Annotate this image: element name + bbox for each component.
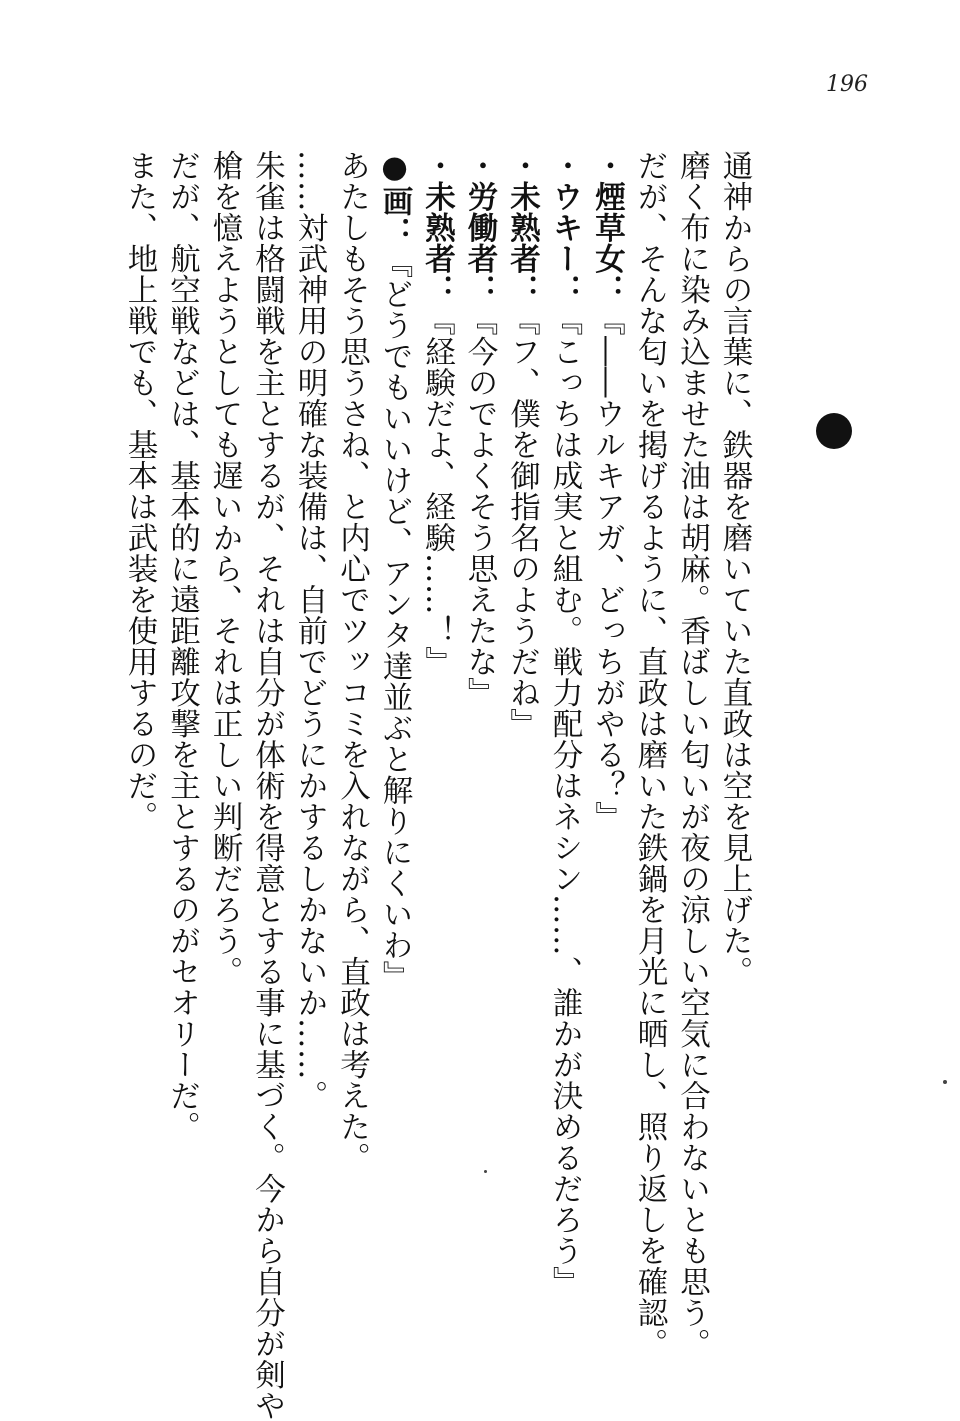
dialogue-text: 『フ、僕を御指名のようだね』 [504,305,540,739]
speaker-name: 画 [377,185,412,217]
text-line: だが、そんな匂いを掲げるように、直政は磨いた鉄鍋を月光に晒し、照り返しを確認。 [632,150,667,1359]
speaker-separator: ： [462,274,497,305]
bullet-mark: ・ [589,150,625,181]
body-text [118,150,756,1421]
dialogue-line [543,150,586,1360]
dialogue-line [585,150,628,1360]
bullet-mark: ・ [504,150,540,181]
bullet-mark: ・ [419,150,455,181]
speaker-separator: ： [589,274,625,305]
dialogue-line [415,150,458,1360]
dialogue-text: 『――ウルキアガ、どっちがやる？』 [589,305,625,832]
dialogue-text: 『今のでよくそう思えたな』 [462,305,497,708]
dialogue-line [458,150,501,1360]
speaker-name: 煙草女 [589,181,625,274]
text-line: 通神からの言葉に、鉄器を磨いていた直政は空を見上げた。 [717,150,752,987]
speaker-separator: ： [547,274,582,305]
bullet-mark: ● [377,150,412,186]
text-line: あたしもそう思うさね、と内心でツッコミを入れながら、直政は考えた。 [334,150,370,1173]
dialogue-text: 『経験だよ、経験……！』 [419,305,455,677]
text-line: ……対武神用の明確な装備は、自前でどうにかするしかないか……。 [292,150,327,1111]
speaker-separator: ： [504,274,540,305]
text-line: 槍を憶えようとしても遅いから、それは正しい判断だろう。 [207,150,242,987]
speaker-name: 未熟者 [504,181,540,274]
text-line: 朱雀は格闘戦を主とするが、それは自分が体術を得意とする事に基づく。今から自分が剣や [249,150,285,1421]
text-line: だが、航空戦などは、基本的に遠距離攻撃を主とするのがセオリーだ。 [164,150,200,1142]
dialogue-line [373,150,416,1360]
speaker-separator: ： [419,274,455,305]
page-number: 196 [826,72,868,97]
speaker-name: 労働者 [462,181,497,274]
text-line: 磨く布に染み込ませた油は胡麻。香ばしい匂いが夜の涼しい空気に合わないとも思う。 [674,150,710,1359]
text-line: また、地上戦でも、基本は武装を使用するのだ。 [122,150,157,832]
dialogue-text: 『こっちは成実と組む。戦力配分はネシン……、誰かが決めるだろう』 [547,305,582,1297]
scan-speck [484,1170,487,1173]
dialogue-line [500,150,543,1360]
dialogue-text: 『どうでもいいけど、アンタ達並ぶと解りにくいわ』 [377,247,412,992]
speaker-name: ウキー [547,181,582,274]
bullet-mark: ・ [547,150,582,181]
speaker-separator: ： [377,216,412,248]
section-break-mark [816,413,852,449]
bullet-mark: ・ [462,150,497,181]
speaker-name: 未熟者 [419,181,455,274]
scan-speck [943,1080,947,1084]
